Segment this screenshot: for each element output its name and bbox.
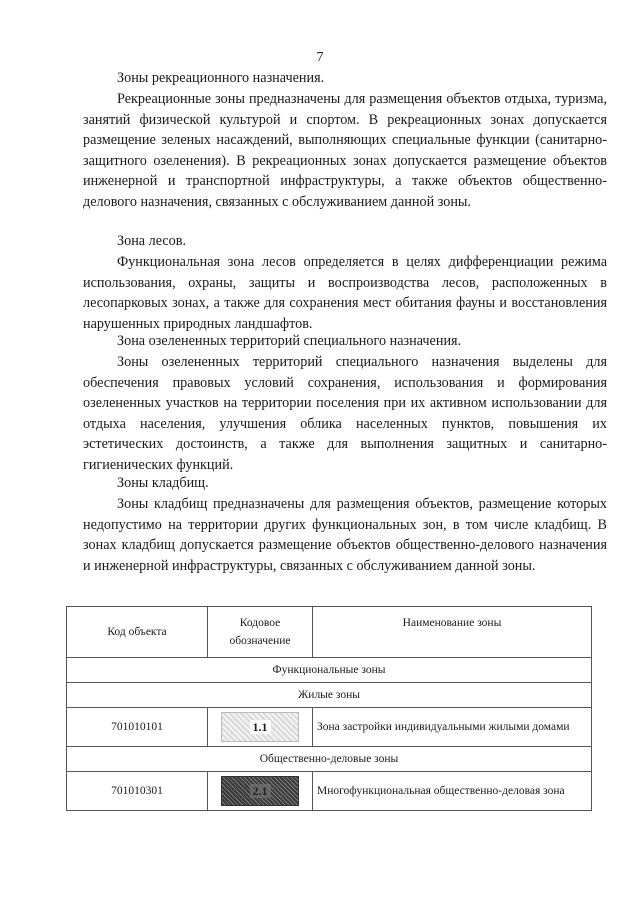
group-business-label: Общественно-деловые зоны: [67, 747, 592, 772]
zones-table: [66, 606, 592, 811]
swatch-label: 2.1: [250, 784, 271, 798]
group-functional-label: Функциональные зоны: [67, 658, 592, 683]
header-symbol-line2: обозначение: [229, 635, 291, 647]
table-header-row: [67, 607, 592, 658]
heading-forests: Зона лесов.: [117, 233, 187, 249]
header-symbol: [208, 607, 313, 658]
paragraph-recreation: Рекреационные зоны предназначены для размещения объектов отдыха, туризма, занятий физической культурой и спортом. В рекреационных зонах допускается размещение зеленых насаждений, выполняющих специальные функции (санитарно-защитного озеленения). В рекреационных зонах допускается размещение объектов инженерной и транспортной инфраструктуры, а также объектов общественно-делового назначения, связанных с обслуживанием данной зоны.: [83, 91, 607, 210]
group-row-functional: [67, 658, 592, 683]
paragraph-forests: Функциональная зона лесов определяется в целях дифференциации режима использования, охраны, защиты и воспроизводства лесов, расположенных в лесопарковых зонах, а также для сохранения мест обитания фауны и восстановления нарушенных природных ландшафтов.: [83, 254, 607, 332]
header-symbol-line1: Кодовое: [239, 617, 281, 629]
table-row: [67, 772, 592, 811]
heading-cemeteries: Зоны кладбищ.: [117, 475, 209, 491]
row-name: Зона застройки индивидуальными жилыми домами: [313, 708, 592, 747]
table-row: [67, 708, 592, 747]
header-name: Наименование зоны: [313, 607, 592, 658]
swatch-label: 1.1: [250, 720, 271, 734]
group-row-business: [67, 747, 592, 772]
header-code: Код объекта: [67, 607, 208, 658]
zone-swatch-light: [221, 712, 299, 742]
row-name: Многофункциональная общественно-деловая зона: [313, 772, 592, 811]
paragraph-cemeteries: Зоны кладбищ предназначены для размещения объектов, размещение которых недопустимо на территории других функциональных зон, в том числе кладбищ. В зонах кладбищ допускается размещение объектов общественно-делового назначения и инженерной инфраструктуры, связанных с обслуживанием данной зоны.: [83, 496, 607, 574]
heading-special-green: Зона озелененных территорий специального назначения.: [117, 333, 462, 349]
row-symbol: [208, 708, 313, 747]
zone-swatch-dark: [221, 776, 299, 806]
row-symbol: [208, 772, 313, 811]
row-code: 701010101: [67, 708, 208, 747]
paragraph-special-green: Зоны озелененных территорий специального назначения выделены для обеспечения правовых условий сохранения, использования и формирования озелененных участков на территории поселения при их активном использовании для отдыха населения, улучшения облика населенных пунктов, повышения их эстетических достоинств, а также для выполнения защитных и санитарно-гигиенических функций.: [83, 354, 607, 473]
row-code: 701010301: [67, 772, 208, 811]
group-row-residential: [67, 683, 592, 708]
page-number: 7: [316, 50, 324, 65]
group-residential-label: Жилые зоны: [67, 683, 592, 708]
heading-recreation: Зоны рекреационного назначения.: [117, 70, 325, 86]
